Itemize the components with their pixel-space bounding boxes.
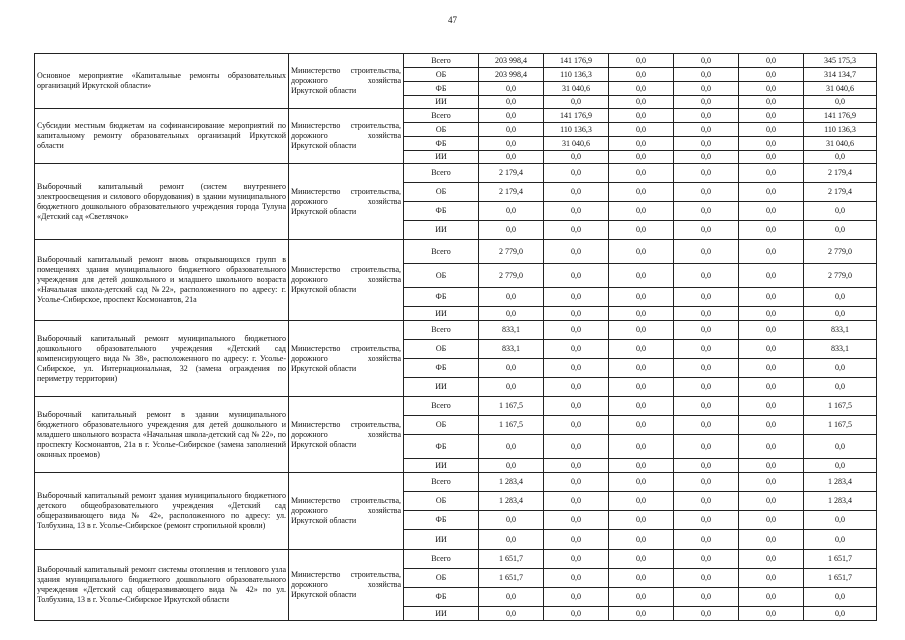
funding-value: 0,0 — [544, 550, 609, 569]
funding-value: 0,0 — [544, 202, 609, 221]
funding-value: 0,0 — [544, 221, 609, 240]
funding-source: Всего — [404, 54, 479, 68]
total-value: 314 134,7 — [804, 68, 877, 82]
funding-source: ОБ — [404, 492, 479, 511]
activity-description: Выборочный капитальный ремонт системы отопления и теплового узла здания муниципального бюджетного дошкольного образовательного учреждения «Детский сад общеразвивающего вида № 42» по ул. Толбухина, 13 в г. Усолье-Сибирское Иркутской области — [35, 550, 289, 621]
total-value: 0,0 — [804, 530, 877, 550]
funding-source: ИИ — [404, 151, 479, 164]
funding-source: ОБ — [404, 183, 479, 202]
funding-value: 0,0 — [544, 151, 609, 164]
funding-value: 0,0 — [479, 530, 544, 550]
funding-value: 0,0 — [609, 378, 674, 397]
funding-value: 0,0 — [739, 511, 804, 530]
funding-value: 0,0 — [609, 416, 674, 435]
funding-source: ОБ — [404, 416, 479, 435]
total-value: 2 779,0 — [804, 240, 877, 264]
funding-value: 2 779,0 — [479, 240, 544, 264]
funding-value: 0,0 — [674, 607, 739, 621]
funding-value: 0,0 — [674, 550, 739, 569]
total-value: 0,0 — [804, 151, 877, 164]
funding-source: Всего — [404, 164, 479, 183]
funding-value: 0,0 — [609, 54, 674, 68]
funding-value: 0,0 — [609, 96, 674, 109]
funding-value: 0,0 — [479, 221, 544, 240]
funding-value: 0,0 — [544, 588, 609, 607]
funding-value: 0,0 — [739, 221, 804, 240]
funding-value: 0,0 — [609, 492, 674, 511]
responsible-ministry: Министерство строительства, дорожного хозяйства Иркутской области — [289, 550, 404, 621]
activity-description: Выборочный капитальный ремонт (систем внутреннего электроосвещения и силового оборудования) в здании муниципального бюджетного дошкольного образовательного учреждения города Тулуна «Детский сад «Светлячок» — [35, 164, 289, 240]
table-row — [35, 240, 877, 264]
funding-source: ИИ — [404, 378, 479, 397]
funding-value: 0,0 — [544, 569, 609, 588]
funding-value: 0,0 — [609, 202, 674, 221]
funding-value: 0,0 — [739, 397, 804, 416]
funding-value: 0,0 — [544, 473, 609, 492]
table-row — [35, 54, 877, 68]
total-value: 0,0 — [804, 307, 877, 321]
total-value: 0,0 — [804, 459, 877, 473]
funding-value: 1 651,7 — [479, 569, 544, 588]
funding-value: 0,0 — [739, 307, 804, 321]
activity-description: Выборочный капитальный ремонт муниципального бюджетного дошкольного образовательного учреждения «Детский сад компенсирующего вида № 38», расположенного по адресу: г. Усолье-Сибирское, ул. Интернациональная, 32 (замена ограждения по периметру территории) — [35, 321, 289, 397]
funding-value: 1 167,5 — [479, 397, 544, 416]
funding-value: 110 136,3 — [544, 68, 609, 82]
funding-value: 0,0 — [674, 473, 739, 492]
funding-value: 0,0 — [674, 288, 739, 307]
funding-value: 0,0 — [739, 240, 804, 264]
funding-value: 0,0 — [479, 378, 544, 397]
funding-value: 0,0 — [544, 340, 609, 359]
funding-value: 0,0 — [609, 307, 674, 321]
funding-value: 0,0 — [544, 397, 609, 416]
funding-value: 0,0 — [739, 123, 804, 137]
funding-value: 833,1 — [479, 321, 544, 340]
total-value: 1 283,4 — [804, 492, 877, 511]
funding-value: 0,0 — [674, 221, 739, 240]
funding-value: 0,0 — [609, 137, 674, 151]
funding-value: 203 998,4 — [479, 54, 544, 68]
funding-value: 0,0 — [674, 511, 739, 530]
funding-value: 0,0 — [674, 96, 739, 109]
total-value: 31 040,6 — [804, 137, 877, 151]
funding-source: ИИ — [404, 221, 479, 240]
funding-value: 0,0 — [739, 340, 804, 359]
funding-value: 0,0 — [739, 359, 804, 378]
funding-value: 0,0 — [739, 550, 804, 569]
funding-value: 0,0 — [739, 264, 804, 288]
table-row — [35, 164, 877, 183]
funding-value: 0,0 — [739, 378, 804, 397]
total-value: 1 167,5 — [804, 397, 877, 416]
funding-value: 0,0 — [674, 123, 739, 137]
funding-value: 2 179,4 — [479, 183, 544, 202]
funding-value: 0,0 — [544, 416, 609, 435]
responsible-ministry: Министерство строительства, дорожного хозяйства Иркутской области — [289, 321, 404, 397]
funding-value: 0,0 — [674, 378, 739, 397]
total-value: 1 167,5 — [804, 416, 877, 435]
funding-value: 0,0 — [739, 435, 804, 459]
funding-value: 0,0 — [739, 82, 804, 96]
funding-value: 0,0 — [479, 151, 544, 164]
table-row — [35, 109, 877, 123]
funding-value: 0,0 — [739, 151, 804, 164]
funding-value: 141 176,9 — [544, 54, 609, 68]
funding-source: ОБ — [404, 340, 479, 359]
funding-value: 1 283,4 — [479, 473, 544, 492]
funding-source: Всего — [404, 321, 479, 340]
funding-source: ОБ — [404, 68, 479, 82]
activity-description: Основное мероприятие «Капитальные ремонты образовательных организаций Иркутской области» — [35, 54, 289, 109]
funding-value: 0,0 — [609, 397, 674, 416]
funding-value: 0,0 — [609, 569, 674, 588]
funding-value: 0,0 — [479, 459, 544, 473]
responsible-ministry: Министерство строительства, дорожного хозяйства Иркутской области — [289, 164, 404, 240]
funding-value: 0,0 — [544, 435, 609, 459]
funding-value: 0,0 — [674, 530, 739, 550]
funding-value: 0,0 — [479, 435, 544, 459]
total-value: 0,0 — [804, 588, 877, 607]
funding-value: 0,0 — [739, 473, 804, 492]
funding-value: 0,0 — [609, 264, 674, 288]
funding-value: 0,0 — [739, 459, 804, 473]
funding-value: 0,0 — [479, 511, 544, 530]
funding-value: 0,0 — [609, 435, 674, 459]
funding-value: 0,0 — [674, 397, 739, 416]
responsible-ministry: Министерство строительства, дорожного хозяйства Иркутской области — [289, 240, 404, 321]
funding-source: ФБ — [404, 511, 479, 530]
total-value: 0,0 — [804, 288, 877, 307]
funding-source: ИИ — [404, 96, 479, 109]
funding-value: 0,0 — [739, 164, 804, 183]
funding-value: 0,0 — [674, 82, 739, 96]
funding-value: 0,0 — [544, 264, 609, 288]
funding-value: 0,0 — [609, 321, 674, 340]
total-value: 141 176,9 — [804, 109, 877, 123]
funding-value: 0,0 — [544, 459, 609, 473]
funding-value: 0,0 — [609, 221, 674, 240]
funding-value: 0,0 — [739, 569, 804, 588]
funding-source: ФБ — [404, 202, 479, 221]
activity-description: Субсидии местным бюджетам на софинансирование мероприятий по капитальному ремонту образовательных организаций Иркутской области — [35, 109, 289, 164]
funding-value: 0,0 — [544, 307, 609, 321]
funding-value: 0,0 — [479, 82, 544, 96]
funding-value: 0,0 — [609, 151, 674, 164]
funding-value: 0,0 — [739, 68, 804, 82]
funding-value: 110 136,3 — [544, 123, 609, 137]
table-row — [35, 321, 877, 340]
funding-source: ФБ — [404, 82, 479, 96]
funding-value: 0,0 — [674, 569, 739, 588]
total-value: 1 283,4 — [804, 473, 877, 492]
table-row — [35, 550, 877, 569]
funding-value: 0,0 — [674, 264, 739, 288]
total-value: 0,0 — [804, 435, 877, 459]
funding-value: 0,0 — [544, 530, 609, 550]
activity-description: Выборочный капитальный ремонт здания муниципального бюджетного детского общеобразовательного учреждения «Детский сад общеразвивающего вида № 42», расположенного по адресу: ул. Толбухина, 13 в г. Усолье-Сибирское (ремонт стропильной кровли) — [35, 473, 289, 550]
funding-value: 0,0 — [544, 240, 609, 264]
funding-value: 0,0 — [609, 588, 674, 607]
total-value: 2 179,4 — [804, 183, 877, 202]
funding-value: 0,0 — [674, 109, 739, 123]
funding-source: ОБ — [404, 264, 479, 288]
table-row — [35, 397, 877, 416]
activity-description: Выборочный капитальный ремонт в здании муниципального бюджетного образовательного учреждения для детей дошкольного и младшего школьного возраста «Начальная школа-детский сад № 22», по проспекту Космонавтов, 21а в г. Усолье-Сибирское (замена заполнений оконных проемов) — [35, 397, 289, 473]
funding-value: 0,0 — [609, 359, 674, 378]
funding-value: 0,0 — [739, 321, 804, 340]
funding-value: 0,0 — [479, 96, 544, 109]
funding-source: ОБ — [404, 123, 479, 137]
funding-value: 0,0 — [739, 96, 804, 109]
funding-value: 0,0 — [609, 550, 674, 569]
funding-value: 0,0 — [739, 492, 804, 511]
funding-value: 1 167,5 — [479, 416, 544, 435]
funding-value: 0,0 — [674, 240, 739, 264]
funding-value: 0,0 — [544, 183, 609, 202]
funding-value: 0,0 — [674, 459, 739, 473]
funding-value: 2 779,0 — [479, 264, 544, 288]
total-value: 110 136,3 — [804, 123, 877, 137]
funding-value: 0,0 — [609, 459, 674, 473]
funding-value: 0,0 — [544, 359, 609, 378]
funding-value: 0,0 — [674, 202, 739, 221]
funding-value: 0,0 — [674, 435, 739, 459]
funding-value: 0,0 — [609, 68, 674, 82]
funding-value: 0,0 — [609, 240, 674, 264]
total-value: 1 651,7 — [804, 569, 877, 588]
funding-source: Всего — [404, 473, 479, 492]
funding-value: 0,0 — [609, 473, 674, 492]
funding-value: 0,0 — [479, 359, 544, 378]
funding-value: 833,1 — [479, 340, 544, 359]
total-value: 0,0 — [804, 511, 877, 530]
funding-value: 31 040,6 — [544, 82, 609, 96]
funding-value: 0,0 — [609, 164, 674, 183]
funding-value: 0,0 — [739, 202, 804, 221]
funding-value: 0,0 — [609, 530, 674, 550]
funding-value: 0,0 — [609, 511, 674, 530]
funding-value: 141 176,9 — [544, 109, 609, 123]
responsible-ministry: Министерство строительства, дорожного хозяйства Иркутской области — [289, 54, 404, 109]
total-value: 0,0 — [804, 202, 877, 221]
funding-value: 31 040,6 — [544, 137, 609, 151]
funding-source: ИИ — [404, 607, 479, 621]
funding-value: 0,0 — [674, 416, 739, 435]
funding-source: ОБ — [404, 569, 479, 588]
funding-value: 0,0 — [739, 109, 804, 123]
funding-value: 2 179,4 — [479, 164, 544, 183]
funding-source: ФБ — [404, 588, 479, 607]
funding-value: 0,0 — [544, 607, 609, 621]
funding-source: ИИ — [404, 459, 479, 473]
funding-source: Всего — [404, 397, 479, 416]
funding-value: 203 998,4 — [479, 68, 544, 82]
funding-value: 0,0 — [479, 307, 544, 321]
funding-value: 0,0 — [739, 288, 804, 307]
funding-value: 0,0 — [479, 588, 544, 607]
total-value: 0,0 — [804, 359, 877, 378]
funding-value: 0,0 — [544, 164, 609, 183]
funding-value: 0,0 — [609, 82, 674, 96]
total-value: 0,0 — [804, 221, 877, 240]
funding-value: 0,0 — [674, 307, 739, 321]
funding-value: 0,0 — [674, 151, 739, 164]
funding-value: 0,0 — [674, 183, 739, 202]
total-value: 0,0 — [804, 378, 877, 397]
total-value: 345 175,3 — [804, 54, 877, 68]
funding-source: ФБ — [404, 435, 479, 459]
funding-value: 0,0 — [479, 109, 544, 123]
funding-value: 0,0 — [544, 511, 609, 530]
funding-value: 0,0 — [479, 607, 544, 621]
total-value: 31 040,6 — [804, 82, 877, 96]
activity-description: Выборочный капитальный ремонт вновь открывающихся групп в помещениях здания муниципального бюджетного образовательного учреждения для детей дошкольного и младшего школьного возраста «Начальная школа-детский сад №22», расположенного по адресу: г. Усолье-Сибирское, проспект Космонавтов, 21а — [35, 240, 289, 321]
page-number: 47 — [448, 15, 457, 25]
total-value: 0,0 — [804, 607, 877, 621]
total-value: 2 779,0 — [804, 264, 877, 288]
responsible-ministry: Министерство строительства, дорожного хозяйства Иркутской области — [289, 109, 404, 164]
funding-value: 0,0 — [674, 137, 739, 151]
funding-value: 0,0 — [479, 288, 544, 307]
funding-source: Всего — [404, 550, 479, 569]
funding-value: 0,0 — [674, 164, 739, 183]
funding-value: 0,0 — [739, 607, 804, 621]
funding-value: 0,0 — [544, 378, 609, 397]
funding-source: ИИ — [404, 530, 479, 550]
total-value: 0,0 — [804, 96, 877, 109]
funding-value: 0,0 — [609, 109, 674, 123]
funding-source: Всего — [404, 109, 479, 123]
funding-value: 0,0 — [739, 416, 804, 435]
funding-value: 0,0 — [609, 183, 674, 202]
total-value: 1 651,7 — [804, 550, 877, 569]
funding-value: 1 651,7 — [479, 550, 544, 569]
funding-value: 0,0 — [739, 54, 804, 68]
funding-value: 0,0 — [674, 340, 739, 359]
funding-value: 0,0 — [544, 96, 609, 109]
funding-value: 0,0 — [739, 530, 804, 550]
funding-value: 0,0 — [544, 288, 609, 307]
funding-value: 0,0 — [609, 288, 674, 307]
funding-value: 0,0 — [674, 492, 739, 511]
funding-value: 0,0 — [674, 54, 739, 68]
funding-value: 0,0 — [674, 68, 739, 82]
total-value: 2 179,4 — [804, 164, 877, 183]
funding-value: 0,0 — [609, 607, 674, 621]
funding-value: 0,0 — [739, 137, 804, 151]
funding-value: 0,0 — [544, 492, 609, 511]
table-row — [35, 473, 877, 492]
funding-source: ФБ — [404, 288, 479, 307]
funding-source: ИИ — [404, 307, 479, 321]
funding-source: Всего — [404, 240, 479, 264]
funding-value: 0,0 — [739, 588, 804, 607]
responsible-ministry: Министерство строительства, дорожного хозяйства Иркутской области — [289, 397, 404, 473]
funding-value: 0,0 — [674, 359, 739, 378]
funding-value: 0,0 — [544, 321, 609, 340]
funding-value: 0,0 — [609, 123, 674, 137]
funding-value: 0,0 — [739, 183, 804, 202]
funding-value: 1 283,4 — [479, 492, 544, 511]
responsible-ministry: Министерство строительства, дорожного хозяйства Иркутской области — [289, 473, 404, 550]
total-value: 833,1 — [804, 321, 877, 340]
funding-value: 0,0 — [609, 340, 674, 359]
budget-table — [34, 53, 877, 621]
total-value: 833,1 — [804, 340, 877, 359]
funding-source: ФБ — [404, 137, 479, 151]
funding-value: 0,0 — [674, 321, 739, 340]
funding-value: 0,0 — [479, 123, 544, 137]
funding-value: 0,0 — [479, 202, 544, 221]
funding-value: 0,0 — [479, 137, 544, 151]
funding-value: 0,0 — [674, 588, 739, 607]
funding-source: ФБ — [404, 359, 479, 378]
